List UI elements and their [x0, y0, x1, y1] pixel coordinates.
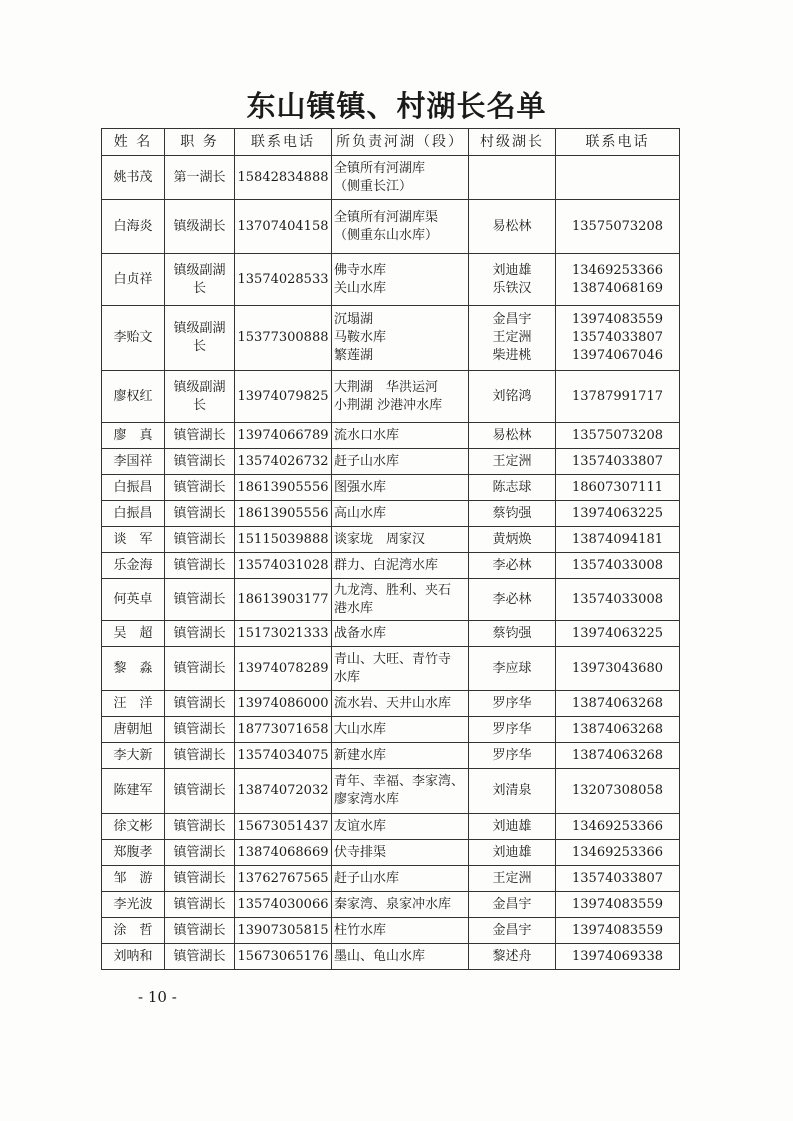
- area-line: 小荆湖 沙港冲水库: [334, 397, 443, 413]
- name-cell: 廖 真: [102, 423, 165, 449]
- village-chief-line: 王定洲: [492, 870, 532, 886]
- area-cell: [332, 501, 469, 527]
- role-line: 镇管湖长: [173, 870, 226, 886]
- phone-cell: 15673051437: [235, 814, 332, 840]
- role-cell: [165, 501, 235, 527]
- village-phone-cell: [556, 769, 680, 814]
- name-cell: 廖权红: [102, 371, 165, 423]
- area-cell: [332, 475, 469, 501]
- table-row: [102, 743, 680, 769]
- name-cell: 唐朝旭: [102, 717, 165, 743]
- village-chief-cell: [469, 743, 556, 769]
- village-chief-line: 李必林: [492, 557, 532, 573]
- village-phone-line: 13574033008: [572, 557, 663, 573]
- village-phone-line: 18607307111: [572, 479, 663, 495]
- role-cell: [165, 944, 235, 970]
- area-line: 赶子山水库: [334, 453, 400, 469]
- area-cell: [332, 814, 469, 840]
- village-phone-cell: [556, 254, 680, 306]
- role-cell: [165, 769, 235, 814]
- village-chief-line: 黎述舟: [492, 948, 532, 964]
- village-phone-cell: [556, 691, 680, 717]
- village-phone-line: 13469253366: [572, 844, 663, 860]
- village-phone-line: 13574033008: [572, 591, 663, 607]
- role-cell: [165, 647, 235, 691]
- village-phone-line: 13974069338: [572, 948, 663, 964]
- table-row: [102, 306, 680, 371]
- header-area: 所负责河湖（段）: [332, 129, 469, 156]
- village-chief-line: 刘迪雄: [492, 844, 532, 860]
- area-cell: [332, 743, 469, 769]
- table-row: [102, 475, 680, 501]
- role-cell: [165, 814, 235, 840]
- phone-cell: 15377300888: [235, 306, 332, 371]
- village-phone-line: 13574033807: [572, 330, 663, 345]
- area-line: 全镇所有河湖库: [334, 160, 426, 176]
- area-line: 流水口水库: [334, 427, 400, 443]
- village-chief-line: 陈志球: [492, 479, 532, 495]
- header-village-phone: 联系电话: [556, 129, 680, 156]
- area-cell: [332, 717, 469, 743]
- village-phone-cell: [556, 449, 680, 475]
- name-cell: 白贞祥: [102, 254, 165, 306]
- village-phone-cell: [556, 743, 680, 769]
- village-chief-cell: [469, 553, 556, 579]
- village-phone-cell: [556, 647, 680, 691]
- village-chief-cell: [469, 156, 556, 200]
- area-cell: [332, 254, 469, 306]
- village-phone-line: 13574033807: [572, 453, 663, 469]
- role-cell: [165, 743, 235, 769]
- phone-cell: 18613905556: [235, 475, 332, 501]
- role-line: 镇管湖长: [173, 453, 226, 469]
- village-phone-line: 13874063268: [572, 747, 663, 763]
- table-row: [102, 449, 680, 475]
- header-phone: 联系电话: [235, 129, 332, 156]
- village-chief-cell: [469, 691, 556, 717]
- area-cell: [332, 423, 469, 449]
- phone-cell: 18613903177: [235, 579, 332, 621]
- name-cell: 徐文彬: [102, 814, 165, 840]
- name-cell: 郑腹孝: [102, 840, 165, 866]
- village-phone-line: 13974083559: [572, 896, 663, 912]
- area-cell: [332, 769, 469, 814]
- name-cell: 吴 超: [102, 621, 165, 647]
- area-cell: [332, 156, 469, 200]
- area-cell: [332, 306, 469, 371]
- village-chief-line: 罗序华: [492, 747, 532, 763]
- village-chief-cell: [469, 769, 556, 814]
- role-cell: [165, 579, 235, 621]
- village-phone-line: 13575073208: [572, 427, 663, 443]
- page-title: 东山镇镇、村湖长名单: [246, 89, 547, 123]
- village-chief-line: 蔡钧强: [492, 625, 532, 641]
- village-chief-cell: [469, 918, 556, 944]
- role-line: 镇级副湖: [173, 321, 226, 336]
- village-chief-cell: [469, 892, 556, 918]
- village-chief-cell: [469, 306, 556, 371]
- area-cell: [332, 553, 469, 579]
- area-line: 墨山、龟山水库: [334, 948, 426, 964]
- role-cell: [165, 717, 235, 743]
- village-chief-cell: [469, 944, 556, 970]
- area-line: 赶子山水库: [334, 870, 400, 886]
- village-phone-cell: [556, 501, 680, 527]
- village-phone-line: 13575073208: [572, 218, 663, 234]
- area-line: 流水岩、天井山水库: [334, 695, 452, 711]
- role-cell: [165, 449, 235, 475]
- table-row: [102, 769, 680, 814]
- phone-cell: 18773071658: [235, 717, 332, 743]
- role-line: 镇管湖长: [173, 922, 226, 938]
- village-phone-line: 13469253366: [572, 818, 663, 834]
- area-line: 港水库: [334, 600, 374, 616]
- village-chief-line: 刘铭鸿: [492, 388, 532, 404]
- role-cell: [165, 527, 235, 553]
- phone-cell: 13574031028: [235, 553, 332, 579]
- table-row: [102, 892, 680, 918]
- village-chief-line: 刘迪雄: [492, 818, 532, 834]
- village-phone-line: 13574033807: [572, 870, 663, 886]
- area-line: （侧重长江）: [334, 178, 413, 194]
- role-line: 镇管湖长: [173, 427, 226, 443]
- table-row: [102, 156, 680, 200]
- area-cell: [332, 579, 469, 621]
- village-chief-line: 王定洲: [492, 330, 532, 345]
- village-chief-line: 易松林: [492, 427, 532, 443]
- village-phone-cell: [556, 866, 680, 892]
- role-cell: [165, 691, 235, 717]
- role-line: 镇管湖长: [173, 783, 226, 798]
- role-line: 镇管湖长: [173, 818, 226, 834]
- village-phone-line: 13787991717: [572, 388, 663, 404]
- area-line: 水库: [334, 669, 361, 685]
- area-line: 佛寺水库: [334, 262, 387, 278]
- role-line: 第一湖长: [173, 169, 226, 185]
- lake-chief-table: [101, 128, 680, 970]
- area-cell: [332, 647, 469, 691]
- name-cell: 李大新: [102, 743, 165, 769]
- village-chief-line: 易松林: [492, 218, 532, 234]
- village-chief-line: 李必林: [492, 591, 532, 607]
- name-cell: 涂 哲: [102, 918, 165, 944]
- table-row: [102, 647, 680, 691]
- role-line: 镇管湖长: [173, 948, 226, 964]
- table-row: [102, 553, 680, 579]
- phone-cell: 18613905556: [235, 501, 332, 527]
- area-line: 友谊水库: [334, 818, 387, 834]
- village-phone-line: 13874063268: [572, 721, 663, 737]
- name-cell: 刘呐和: [102, 944, 165, 970]
- village-chief-cell: [469, 866, 556, 892]
- name-cell: 白振昌: [102, 475, 165, 501]
- role-line: 镇管湖长: [173, 557, 226, 573]
- village-phone-line: 13874063268: [572, 695, 663, 711]
- name-cell: 白海炎: [102, 200, 165, 254]
- village-chief-cell: [469, 579, 556, 621]
- phone-cell: 13707404158: [235, 200, 332, 254]
- table-row: [102, 918, 680, 944]
- role-cell: [165, 371, 235, 423]
- role-line: 镇级副湖: [173, 262, 226, 278]
- area-line: 青山、大旺、青竹寺: [334, 651, 452, 667]
- village-phone-cell: [556, 527, 680, 553]
- table-row: [102, 840, 680, 866]
- area-line: 图强水库: [334, 479, 387, 495]
- table-row: [102, 527, 680, 553]
- area-cell: [332, 621, 469, 647]
- area-cell: [332, 449, 469, 475]
- phone-cell: 15842834888: [235, 156, 332, 200]
- village-chief-line: 刘迪雄: [492, 262, 532, 278]
- role-cell: [165, 423, 235, 449]
- role-cell: [165, 918, 235, 944]
- table-row: [102, 371, 680, 423]
- village-phone-line: 13207308058: [572, 783, 663, 798]
- area-cell: [332, 840, 469, 866]
- role-line: 镇管湖长: [173, 844, 226, 860]
- area-line: 关山水库: [334, 280, 387, 296]
- area-line: 秦家湾、泉家冲水库: [334, 896, 452, 912]
- village-chief-cell: [469, 371, 556, 423]
- village-chief-line: 王定洲: [492, 453, 532, 469]
- role-cell: [165, 254, 235, 306]
- area-line: 柱竹水库: [334, 922, 387, 938]
- table-body: [102, 156, 680, 970]
- village-phone-cell: [556, 306, 680, 371]
- area-line: 沉塌湖: [334, 312, 374, 327]
- role-line: 镇管湖长: [173, 625, 226, 641]
- village-chief-cell: [469, 647, 556, 691]
- role-line: 镇管湖长: [173, 896, 226, 912]
- role-cell: [165, 892, 235, 918]
- area-line: （侧重东山水库）: [334, 227, 439, 243]
- village-chief-cell: [469, 200, 556, 254]
- village-phone-cell: [556, 156, 680, 200]
- name-cell: 黎 淼: [102, 647, 165, 691]
- phone-cell: 13974086000: [235, 691, 332, 717]
- village-phone-cell: [556, 918, 680, 944]
- role-line: 镇管湖长: [173, 531, 226, 547]
- village-chief-cell: [469, 840, 556, 866]
- phone-cell: 13974066789: [235, 423, 332, 449]
- role-cell: [165, 840, 235, 866]
- table-row: [102, 579, 680, 621]
- table-row: [102, 717, 680, 743]
- header-role: 职 务: [165, 129, 235, 156]
- village-phone-cell: [556, 579, 680, 621]
- village-chief-cell: [469, 814, 556, 840]
- village-phone-cell: [556, 814, 680, 840]
- name-cell: 李光波: [102, 892, 165, 918]
- role-cell: [165, 200, 235, 254]
- header-village-chief: 村级湖长: [469, 129, 556, 156]
- phone-cell: 13974079825: [235, 371, 332, 423]
- village-chief-cell: [469, 621, 556, 647]
- name-cell: 何英卓: [102, 579, 165, 621]
- area-cell: [332, 918, 469, 944]
- area-line: 高山水库: [334, 505, 387, 521]
- role-line: 镇管湖长: [173, 660, 226, 676]
- village-phone-cell: [556, 840, 680, 866]
- area-line: 九龙湾、胜利、夹石: [334, 582, 452, 598]
- area-line: 大山水库: [334, 721, 387, 737]
- village-chief-cell: [469, 475, 556, 501]
- area-cell: [332, 866, 469, 892]
- table-row: [102, 501, 680, 527]
- role-line: 镇管湖长: [173, 747, 226, 763]
- name-cell: 李国祥: [102, 449, 165, 475]
- role-line: 镇管湖长: [173, 505, 226, 521]
- village-phone-cell: [556, 553, 680, 579]
- village-phone-line: 13973043680: [572, 660, 663, 676]
- village-phone-line: 13974083559: [572, 922, 663, 938]
- header-name: 姓 名: [102, 129, 165, 156]
- role-line: 长: [192, 280, 206, 296]
- role-cell: [165, 553, 235, 579]
- village-phone-cell: [556, 717, 680, 743]
- phone-cell: 13574026732: [235, 449, 332, 475]
- role-cell: [165, 306, 235, 371]
- role-cell: [165, 621, 235, 647]
- village-chief-line: 乐铁汉: [492, 280, 532, 296]
- role-line: 长: [192, 397, 206, 413]
- village-chief-cell: [469, 527, 556, 553]
- village-chief-cell: [469, 449, 556, 475]
- role-cell: [165, 475, 235, 501]
- area-cell: [332, 200, 469, 254]
- village-chief-line: 金昌宇: [492, 922, 532, 938]
- area-line: 群力、白泥湾水库: [334, 557, 439, 573]
- phone-cell: 15673065176: [235, 944, 332, 970]
- phone-cell: 13574034075: [235, 743, 332, 769]
- village-phone-cell: [556, 423, 680, 449]
- table-row: [102, 814, 680, 840]
- area-line: 谈家垅 周家汉: [334, 531, 426, 547]
- phone-cell: 13574030066: [235, 892, 332, 918]
- table-row: [102, 423, 680, 449]
- role-cell: [165, 866, 235, 892]
- area-cell: [332, 371, 469, 423]
- role-line: 镇级湖长: [173, 218, 226, 234]
- area-line: 廖家湾水库: [334, 792, 400, 807]
- area-line: 新建水库: [334, 747, 387, 763]
- phone-cell: 13907305815: [235, 918, 332, 944]
- role-line: 长: [192, 339, 206, 354]
- table-row: [102, 866, 680, 892]
- village-chief-line: 金昌宇: [492, 312, 532, 327]
- header-row: [102, 129, 680, 156]
- village-phone-cell: [556, 475, 680, 501]
- table-row: [102, 691, 680, 717]
- village-chief-line: 刘清泉: [492, 783, 532, 798]
- area-line: 繁莲湖: [334, 348, 374, 363]
- name-cell: 白振昌: [102, 501, 165, 527]
- village-chief-cell: [469, 717, 556, 743]
- village-phone-line: 13974063225: [572, 505, 663, 521]
- name-cell: 汪 洋: [102, 691, 165, 717]
- village-phone-line: 13974063225: [572, 625, 663, 641]
- area-line: 大荆湖 华洪运河: [334, 379, 439, 395]
- role-line: 镇管湖长: [173, 721, 226, 737]
- phone-cell: 13974078289: [235, 647, 332, 691]
- role-line: 镇管湖长: [173, 591, 226, 607]
- phone-cell: 13574028533: [235, 254, 332, 306]
- role-line: 镇管湖长: [173, 695, 226, 711]
- name-cell: 乐金海: [102, 553, 165, 579]
- area-cell: [332, 691, 469, 717]
- village-phone-line: 13874094181: [572, 531, 663, 547]
- role-line: 镇级副湖: [173, 379, 226, 395]
- name-cell: 陈建军: [102, 769, 165, 814]
- village-chief-cell: [469, 254, 556, 306]
- village-chief-line: 李应球: [492, 660, 532, 676]
- table-row: [102, 944, 680, 970]
- area-line: 全镇所有河湖库渠: [334, 209, 439, 225]
- area-line: 青年、幸福、李家湾、: [334, 774, 465, 789]
- table-row: [102, 200, 680, 254]
- area-cell: [332, 527, 469, 553]
- area-cell: [332, 944, 469, 970]
- table-row: [102, 254, 680, 306]
- area-line: 马鞍水库: [334, 330, 387, 345]
- phone-cell: 13874068669: [235, 840, 332, 866]
- village-chief-line: 黄炳焕: [492, 531, 532, 547]
- village-phone-line: 13874068169: [572, 280, 663, 296]
- village-chief-line: 金昌宇: [492, 896, 532, 912]
- page-number: - 10 -: [138, 988, 177, 1006]
- village-chief-line: 罗序华: [492, 695, 532, 711]
- village-phone-cell: [556, 200, 680, 254]
- village-phone-line: 13974083559: [572, 312, 663, 327]
- area-line: 伏寺排渠: [334, 844, 387, 860]
- village-chief-cell: [469, 423, 556, 449]
- table-row: [102, 621, 680, 647]
- name-cell: 姚书茂: [102, 156, 165, 200]
- village-phone-line: 13974067046: [572, 348, 663, 363]
- name-cell: 谈 军: [102, 527, 165, 553]
- village-phone-line: 13469253366: [572, 262, 663, 278]
- phone-cell: 13762767565: [235, 866, 332, 892]
- village-chief-line: 柴进桃: [492, 348, 532, 363]
- phone-cell: 13874072032: [235, 769, 332, 814]
- village-phone-cell: [556, 892, 680, 918]
- name-cell: 李贻文: [102, 306, 165, 371]
- village-phone-cell: [556, 621, 680, 647]
- area-cell: [332, 892, 469, 918]
- village-chief-line: 罗序华: [492, 721, 532, 737]
- village-chief-cell: [469, 501, 556, 527]
- phone-cell: 15115039888: [235, 527, 332, 553]
- village-phone-cell: [556, 371, 680, 423]
- area-line: 战备水库: [334, 625, 387, 641]
- village-phone-cell: [556, 944, 680, 970]
- phone-cell: 15173021333: [235, 621, 332, 647]
- role-line: 镇管湖长: [173, 479, 226, 495]
- name-cell: 邹 游: [102, 866, 165, 892]
- village-chief-line: 蔡钧强: [492, 505, 532, 521]
- role-cell: [165, 156, 235, 200]
